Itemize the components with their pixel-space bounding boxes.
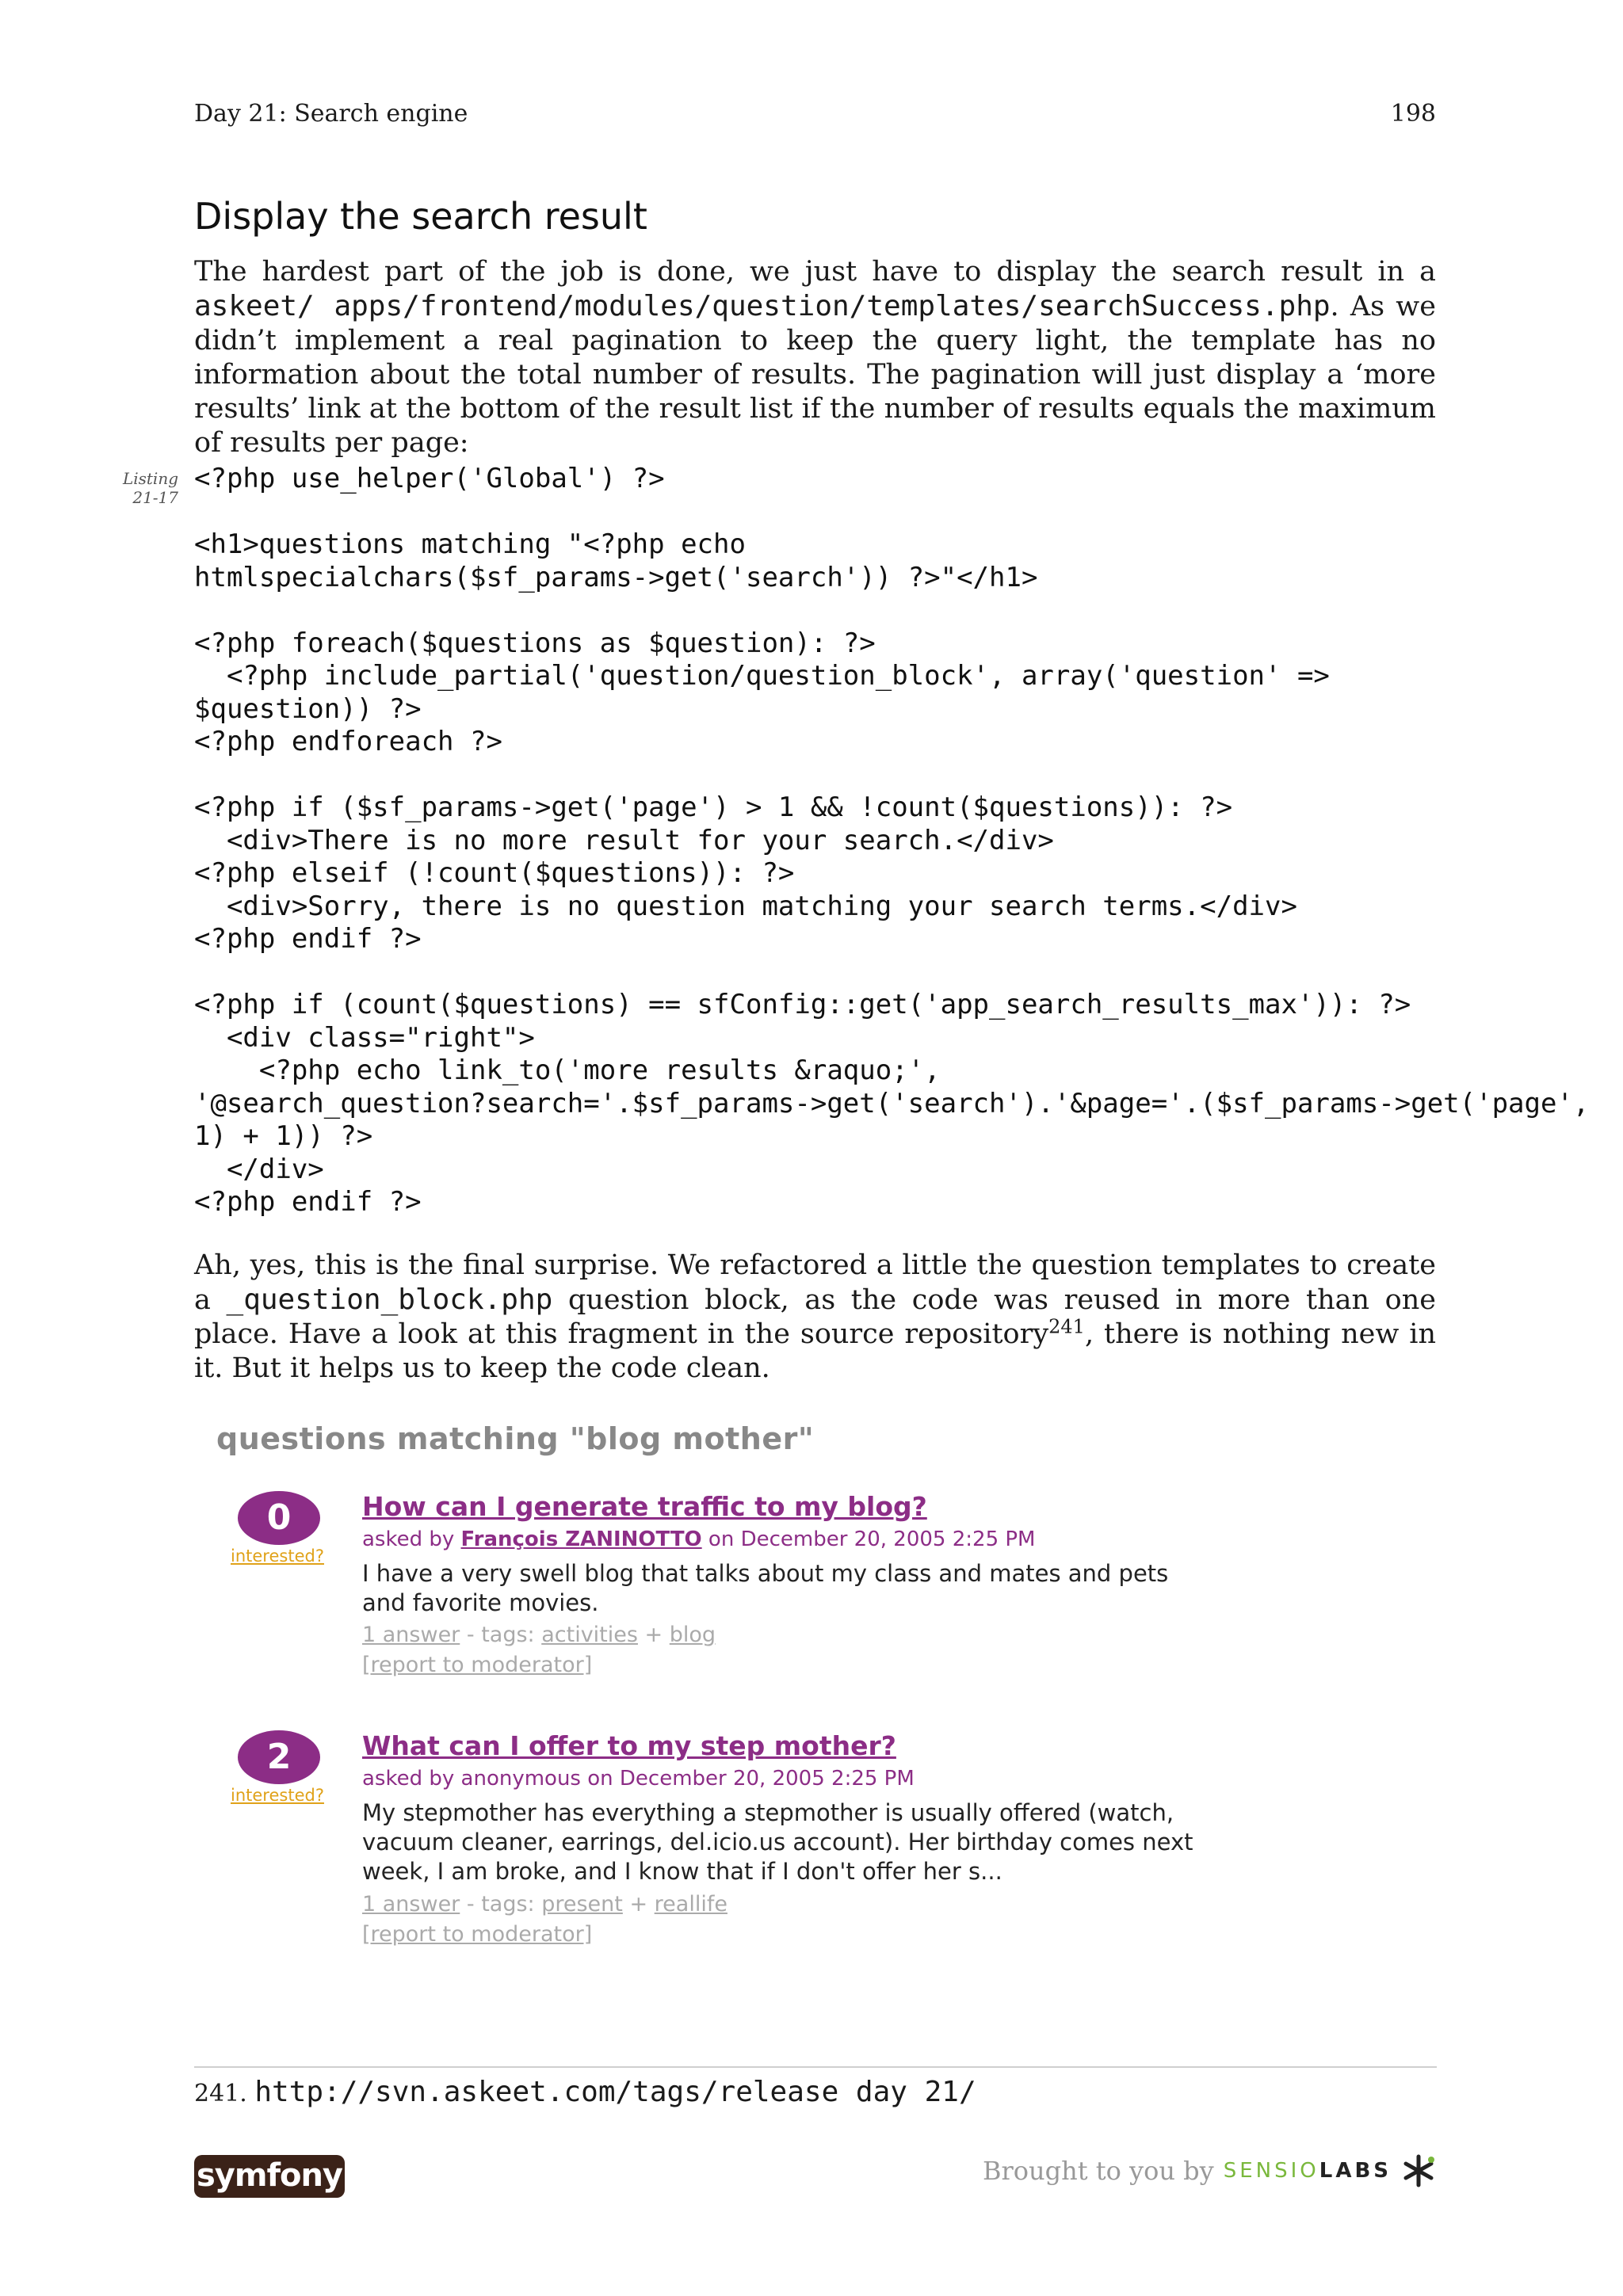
interested-link[interactable]: interested? xyxy=(231,1547,324,1566)
interested-link[interactable]: interested? xyxy=(231,1786,324,1805)
section-title: Display the search result xyxy=(194,195,647,238)
sensiolabs-logo: SENSIOLABS xyxy=(1223,2159,1392,2183)
question-title-link[interactable]: How can I generate traffic to my blog? xyxy=(362,1491,927,1522)
brought-to-you-by: Brought to you by SENSIOLABS xyxy=(983,2153,1436,2188)
interest-count-badge: 0 xyxy=(238,1491,320,1545)
question-title-link[interactable]: What can I offer to my step mother? xyxy=(362,1730,896,1761)
footnote-url[interactable]: http://svn.askeet.com/tags/release day 21/ xyxy=(254,2076,976,2108)
question-meta: 1 answer - tags: present + reallife xyxy=(362,1892,727,1917)
report-to-moderator-link[interactable]: [report to moderator] xyxy=(362,1653,593,1677)
question-body: My stepmother has everything a stepmother is usually offered (watch, vacuum cleaner, earrings, del.icio.us account). Her birthday comes next week, I am broke, and I know that if I don't offer her s... xyxy=(362,1799,1193,1885)
listing-label: Listing 21-17 xyxy=(122,469,178,507)
closing-paragraph: Ah, yes, this is the final surprise. We refactored a little the question templates to create a _question_block.php question block, as the code was reused in more than one place. Have a look at this fragment in the source repository$^{241}$, there is nothing new in it. But it helps us to keep the code clean. xyxy=(194,1249,1437,1384)
question-meta: 1 answer - tags: activities + blog xyxy=(362,1623,716,1647)
author-link[interactable]: François ZANINOTTO xyxy=(460,1527,702,1551)
partial-filename: _question_block.php xyxy=(226,1283,553,1316)
answers-link[interactable]: 1 answer xyxy=(362,1892,460,1917)
results-heading: questions matching "blog mother" xyxy=(216,1421,815,1456)
interest-count-badge: 2 xyxy=(238,1730,320,1784)
template-path: askeet/ apps/frontend/modules/question/templates/searchSuccess.php xyxy=(194,290,1331,322)
search-result-screenshot xyxy=(194,1402,1232,1973)
question-asked-by: asked by anonymous on December 20, 2005 2:25 PM xyxy=(362,1767,915,1791)
sensiolabs-star-icon xyxy=(1401,2153,1436,2188)
tag-link[interactable]: blog xyxy=(669,1623,716,1647)
answers-link[interactable]: 1 answer xyxy=(362,1623,460,1647)
code-listing: <?php use_helper('Global') ?> <h1>questions matching "<?php echo htmlspecialchars($sf_params->get('search')) ?>"</h1> <?php foreach($questions as $question): ?> <?php include_partial('question/question_block', array('question' => $question)) ?> <?php endforeach ?> <?php if ($sf_params->get('page') > 1 && !count($questions)): ?> <div>There is no more result for your search.</div> <?php elseif (!count($questions)): ?> <div>Sorry, there is no question matching your search terms.</div> <?php endif ?> <?php if (count($questions) == sfConfig::get('app_search_results_max')): ?> <div class="right"> <?php echo link_to('more results &raquo;', '@search_question?search='.$sf_params->get('search').'&page='.($sf_params->get('page', 1) + 1)) ?> </div> <?php endif ?> xyxy=(194,463,1590,1218)
tag-link[interactable]: present xyxy=(541,1892,623,1917)
footnote: 241. http://svn.askeet.com/tags/release day 21/ xyxy=(194,2076,976,2108)
footnote-divider xyxy=(194,2066,1437,2068)
question-body: I have a very swell blog that talks about my class and mates and pets and favorite movies. xyxy=(362,1560,1169,1616)
tag-link[interactable]: activities xyxy=(541,1623,638,1647)
tag-link[interactable]: reallife xyxy=(654,1892,727,1917)
report-to-moderator-link[interactable]: [report to moderator] xyxy=(362,1922,593,1947)
question-asked-by: asked by François ZANINOTTO on December 20, 2005 2:25 PM xyxy=(362,1527,1036,1551)
footnote-ref: 241 xyxy=(1048,1315,1085,1338)
running-header-chapter: Day 21: Search engine xyxy=(194,100,468,128)
intro-paragraph: The hardest part of the job is done, we just have to display the search result in a askeet/ apps/frontend/modules/question/templates/searchSuccess.php. As we didn’t implement a real pagination to keep the query light, the template has no information about the total number of results. The pagination will just display a ‘more results’ link at the bottom of the result list if the number of results equals the maximum of results per page: xyxy=(194,256,1436,459)
page-number: 198 xyxy=(1390,100,1436,128)
symfony-logo: symfony xyxy=(194,2155,345,2198)
